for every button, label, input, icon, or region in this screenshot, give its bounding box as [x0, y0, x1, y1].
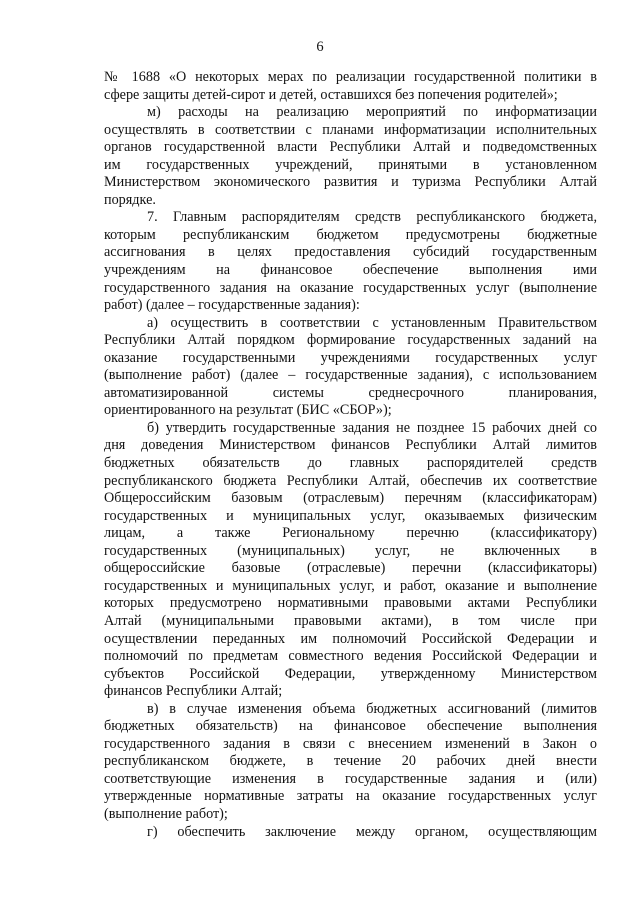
text-line: соответствующие изменения в государственные задания и (или) [104, 770, 597, 787]
text-line: (выполнение работ) (далее – государственные задания), с использованием [104, 367, 597, 384]
text-line: органов государственной власти Республики Алтай и подведомственных [104, 139, 597, 156]
text-line: которых предусмотрено нормативными правовыми актами Республики [104, 595, 597, 612]
text-line: общероссийские базовые (отраслевые) перечни (классификаторы) [104, 560, 597, 577]
text-line: государственных (муниципальных) услуг, не включенных в [104, 542, 597, 559]
text-line: порядке. [104, 191, 156, 208]
text-line: учреждениям на финансовое обеспечение выполнения ими [104, 262, 597, 279]
paragraph-item-a [104, 315, 597, 420]
text-line: в) в случае изменения объема бюджетных ассигнований (лимитов [147, 700, 597, 717]
text-line: б) утвердить государственные задания не позднее 15 рабочих дней со [147, 419, 597, 436]
paragraph-continuation [104, 69, 597, 104]
text-line: ассигнования в целях предоставления субсидий государственным [104, 244, 597, 261]
text-line: республиканского бюджета Республики Алтай, обеспечив их соответствие [104, 472, 597, 489]
paragraph-item-m [104, 104, 597, 209]
text-line: оказание государственными учреждениями государственных услуг [104, 349, 597, 366]
text-line: м) расходы на реализацию мероприятий по информатизации [147, 104, 597, 121]
text-line: государственных и муниципальных услуг, и работ, оказание и выполнение [104, 577, 597, 594]
text-line: утвержденные нормативные затраты на оказание государственных услуг [104, 788, 597, 805]
paragraph-section-7 [104, 209, 597, 314]
text-line: государственных и муниципальных услуг, оказываемых физическим [104, 507, 597, 524]
text-line: ориентированного на результат (БИС «СБОР»); [104, 402, 392, 419]
text-line: осуществлять в соответствии с планами информатизации исполнительных [104, 121, 597, 138]
text-line: государственного задания в связи с внесением изменений в Закон о [104, 735, 597, 752]
paragraph-item-v [104, 701, 597, 824]
document-body [104, 69, 597, 841]
text-line: сфере защиты детей-сирот и детей, оставшихся без попечения родителей»; [104, 86, 558, 103]
text-line: дня доведения Министерством финансов Республики Алтай лимитов [104, 437, 597, 454]
text-line: лицам, а также Региональному перечню (классификатору) [104, 525, 597, 542]
text-line: Общероссийским базовым (отраслевым) перечням (классификаторам) [104, 490, 597, 507]
text-line: осуществлении переданных им полномочий Российской Федерации и [104, 630, 597, 647]
page-number: 6 [316, 39, 324, 55]
text-line: 7. Главным распорядителям средств республиканского бюджета, [147, 209, 597, 226]
paragraph-item-g [104, 824, 597, 842]
text-line: № 1688 «О некоторых мерах по реализации государственной политики в [104, 69, 597, 85]
text-line: которым республиканским бюджетом предусмотрены бюджетные [104, 226, 597, 243]
text-line: полномочий по предметам совместного ведения Российской Федерации и [104, 648, 597, 665]
text-line: работ) (далее – государственные задания): [104, 297, 360, 314]
text-line: автоматизированной системы среднесрочного планирования, [104, 384, 597, 401]
text-line: им государственных учреждений, принятыми в установленном [104, 156, 597, 173]
text-line: бюджетных обязательств) на финансовое обеспечение выполнения [104, 718, 597, 735]
text-line: а) осуществить в соответствии с установленным Правительством [147, 314, 597, 331]
text-line: Министерством экономического развития и туризма Республики Алтай [104, 174, 597, 191]
text-line: республиканском бюджете, в течение 20 рабочих дней внести [104, 753, 597, 770]
text-line: (выполнение работ); [104, 805, 228, 822]
text-line: субъектов Российской Федерации, утвержденному Министерством [104, 665, 597, 682]
text-line: бюджетных обязательств до главных распорядителей средств [104, 455, 597, 472]
text-line: государственного задания на оказание государственных услуг (выполнение [104, 279, 597, 296]
text-line: г) обеспечить заключение между органом, осуществляющим [147, 823, 597, 840]
text-line: Алтай (муниципальными правовыми актами), в том числе при [104, 612, 597, 629]
paragraph-item-b [104, 420, 597, 701]
text-line: Республики Алтай порядком формирование государственных заданий на [104, 332, 597, 349]
text-line: финансов Республики Алтай; [104, 683, 283, 700]
